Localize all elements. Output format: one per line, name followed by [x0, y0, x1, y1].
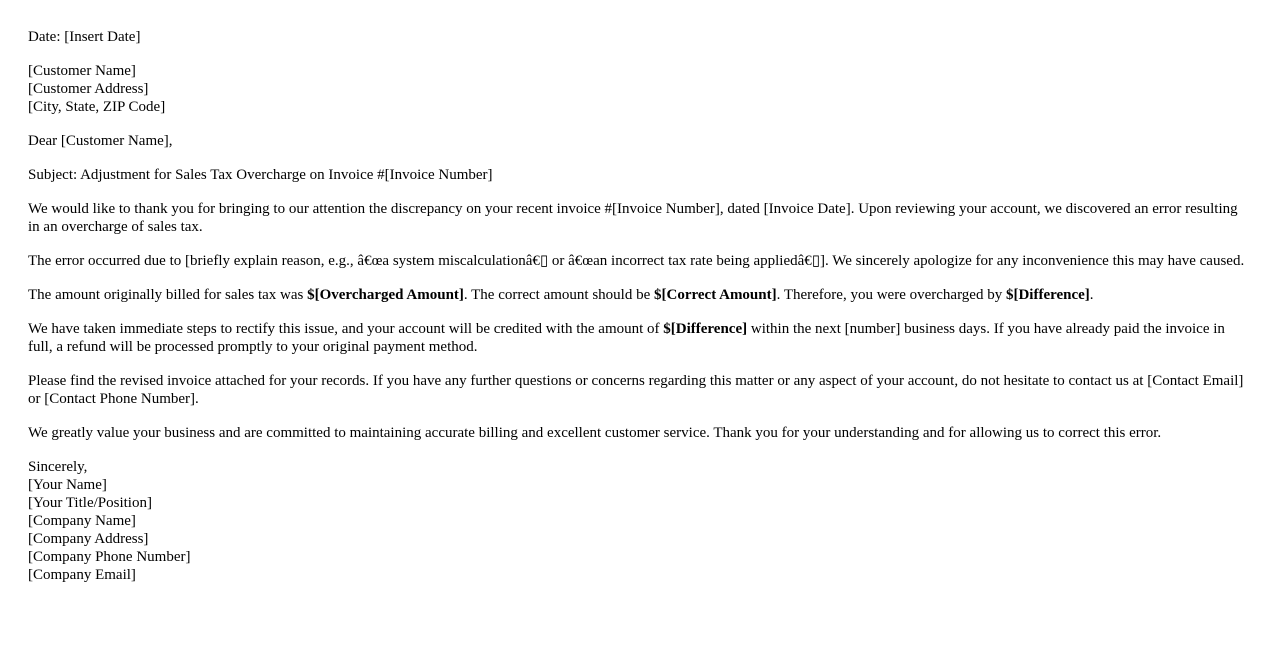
credit-text-1: We have taken immediate steps to rectify this issue, and your account will be credited with the amount of — [28, 321, 664, 337]
credit-text-2: within the next [number] business days. If you have already paid the invoice in full, a refund will be processed promptly to your original payment method. — [28, 321, 1225, 355]
credit-paragraph — [28, 320, 1250, 356]
amounts-text-2: . The correct amount should be — [463, 287, 654, 303]
signature-block — [28, 458, 1250, 584]
reason-paragraph: The error occurred due to [briefly explain reason, e.g., â€œa system miscalculationâ€▯ or â€œan incorrect tax rate being appliedâ€▯]. We sincerely apologize for any inconvenience this may have caused. — [28, 253, 1245, 269]
company-email: [Company Email] — [28, 567, 136, 583]
credit-amount: $[Difference] — [663, 321, 748, 337]
company-address: [Company Address] — [28, 531, 149, 547]
closing-paragraph: We greatly value your business and are committed to maintaining accurate billing and excellent customer service. Thank you for your understanding and for allowing us to correct this error. — [28, 425, 1162, 441]
salutation: Dear [Customer Name], — [28, 133, 173, 149]
signer-title: [Your Title/Position] — [28, 495, 152, 511]
recipient-address: [Customer Address] — [28, 81, 149, 97]
amounts-paragraph — [28, 286, 1250, 304]
recipient-name: [Customer Name] — [28, 63, 136, 79]
date-line: Date: [Insert Date] — [28, 29, 141, 45]
subject-line: Subject: Adjustment for Sales Tax Overcharge on Invoice #[Invoice Number] — [28, 167, 493, 183]
company-phone: [Company Phone Number] — [28, 549, 191, 565]
amounts-text-4: . — [1089, 287, 1094, 303]
recipient-block — [28, 62, 1250, 116]
signer-name: [Your Name] — [28, 477, 107, 493]
intro-paragraph: We would like to thank you for bringing to our attention the discrepancy on your recent invoice #[Invoice Number], dated [Invoice Date]. Upon reviewing your account, we discovered an error resulting in an overcharge of sales tax. — [28, 201, 1238, 235]
contact-paragraph: Please find the revised invoice attached for your records. If you have any further questions or concerns regarding this matter or any aspect of your account, do not hesitate to contact us at [Contact Email] or [Contact Phone Number]. — [28, 373, 1244, 407]
letter-document — [28, 28, 1250, 600]
amounts-text-3: . Therefore, you were overcharged by — [776, 287, 1006, 303]
recipient-city-state-zip: [City, State, ZIP Code] — [28, 99, 166, 115]
valediction: Sincerely, — [28, 459, 88, 475]
difference-amount: $[Difference] — [1005, 287, 1090, 303]
overcharged-amount: $[Overcharged Amount] — [307, 287, 464, 303]
amounts-text-1: The amount originally billed for sales tax was — [28, 287, 308, 303]
company-name: [Company Name] — [28, 513, 136, 529]
correct-amount: $[Correct Amount] — [654, 287, 777, 303]
